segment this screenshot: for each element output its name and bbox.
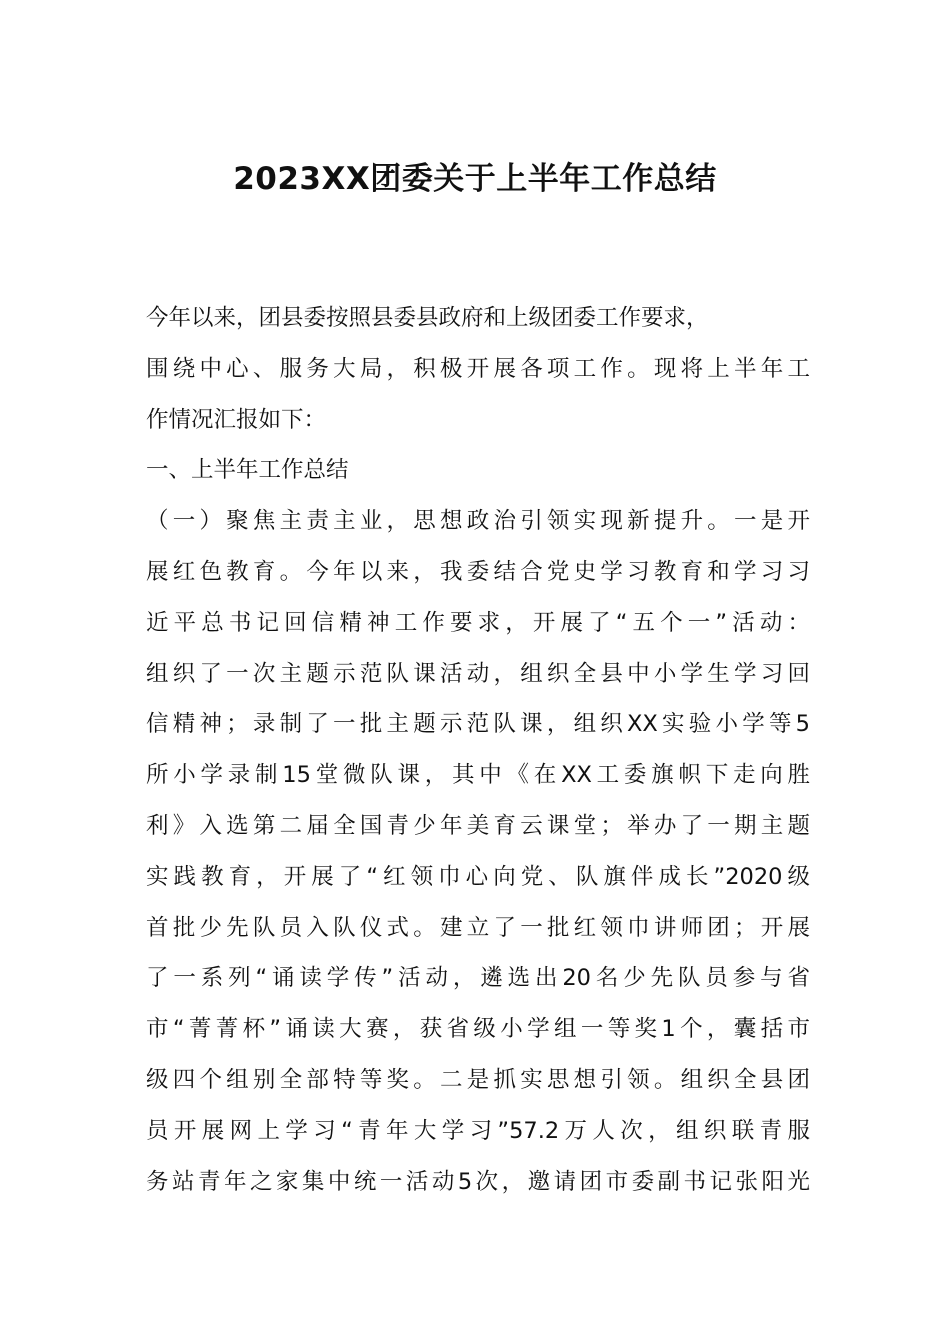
body-line: 市“菁菁杯”诵读大赛，获省级小学组一等奖1个，囊括市 xyxy=(146,1016,810,1043)
body-line: 级四个组别全部特等奖。二是抓实思想引领。组织全县团 xyxy=(146,1066,810,1093)
body-line: 首批少先队员入队仪式。建立了一批红领巾讲师团；开展 xyxy=(146,914,810,941)
document-title: 2023XX团委关于上半年工作总结 xyxy=(233,161,717,197)
document-body xyxy=(146,293,810,1207)
section-heading: 一、上半年工作总结 xyxy=(146,457,349,484)
body-line: 展红色教育。今年以来，我委结合党史学习教育和学习习 xyxy=(146,558,810,585)
body-line: （一）聚焦主责主业，思想政治引领实现新提升。一是开 xyxy=(146,508,810,535)
body-line: 作情况汇报如下： xyxy=(146,406,327,433)
body-line: 信精神；录制了一批主题示范队课，组织XX实验小学等5 xyxy=(146,711,810,738)
body-line: 员开展网上学习“青年大学习”57.2万人次，组织联青服 xyxy=(146,1117,810,1144)
body-line: 务站青年之家集中统一活动5次，邀请团市委副书记张阳光 xyxy=(146,1168,810,1195)
body-line: 所小学录制15堂微队课，其中《在XX工委旗帜下走向胜 xyxy=(146,762,810,789)
body-line: 利》入选第二届全国青少年美育云课堂；举办了一期主题 xyxy=(146,812,810,839)
body-line: 近平总书记回信精神工作要求，开展了“五个一”活动： xyxy=(146,609,810,636)
body-line: 了一系列“诵读学传”活动，遴选出20名少先队员参与省 xyxy=(146,965,810,992)
body-line: 今年以来，团县委按照县委县政府和上级团委工作要求， xyxy=(146,305,709,331)
body-line: 实践教育，开展了“红领巾心向党、队旗伴成长”2020级 xyxy=(146,863,810,890)
body-line: 围绕中心、服务大局，积极开展各项工作。现将上半年工 xyxy=(146,355,810,382)
body-line: 组织了一次主题示范队课活动，组织全县中小学生学习回 xyxy=(146,660,810,687)
